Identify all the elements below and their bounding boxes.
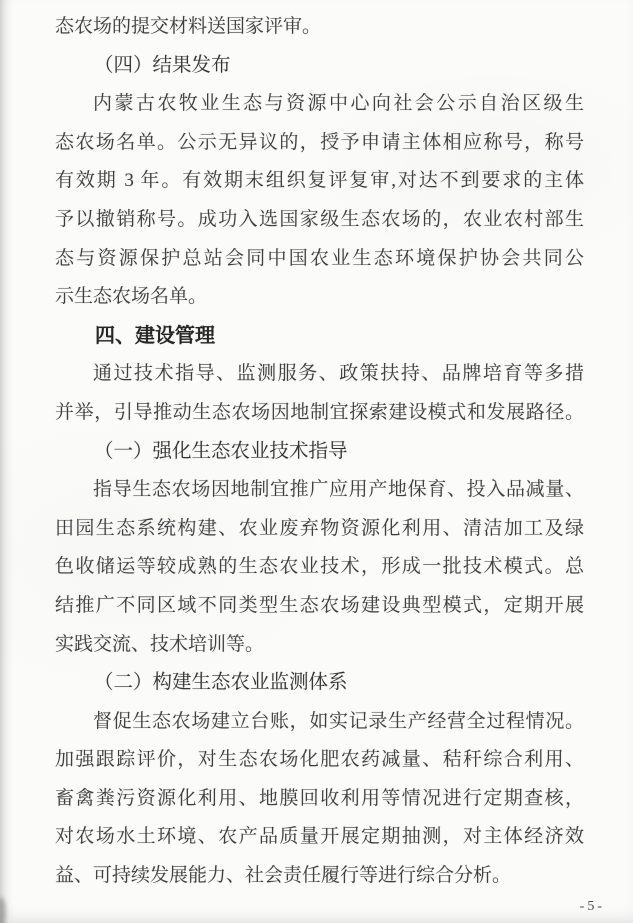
- text-line: 通过技术指导、监测服务、政策扶持、品牌培育等多措: [93, 363, 584, 385]
- scan-smudge: [0, 897, 6, 923]
- text-line: 态农场的提交材料送国家评审。: [55, 16, 322, 37]
- text-line: 实践交流、技术培训等。: [55, 633, 265, 655]
- text-line: 示生态农场名单。: [55, 286, 208, 308]
- text-line: （一）强化生态农业技术指导: [94, 440, 348, 462]
- document-body: [55, 8, 584, 896]
- text-line: 对农场水土环境、农产品质量开展定期抽测，对主体经济效: [55, 826, 584, 848]
- text-line: 结推广不同区域不同类型生态农场建设典型模式，定期开展: [55, 594, 584, 616]
- text-line: 态农场名单。公示无异议的，授予申请主体相应称号，称号: [55, 131, 584, 153]
- text-line: 有效期 3 年。有效期末组织复评复审,对达不到要求的主体: [55, 170, 584, 192]
- text-line: （二）构建生态农业监测体系: [94, 672, 348, 694]
- text-line: 益、可持续发展能力、社会责任履行等进行综合分析。: [55, 865, 512, 887]
- text-line: 加强跟踪评价，对生态农场化肥农药减量、秸秆综合利用、: [55, 749, 584, 771]
- text-line: 予以撤销称号。成功入选国家级生态农场的，农业农村部生: [55, 208, 584, 230]
- text-line: （四）结果发布: [94, 54, 231, 76]
- text-line: 内蒙古农牧业生态与资源中心向社会公示自治区级生: [93, 93, 584, 115]
- text-line: 色收储运等较成熟的生态农业技术，形成一批技术模式。总: [55, 556, 584, 578]
- text-line: 畜禽粪污资源化利用、地膜回收利用等情况进行定期查核，: [55, 787, 584, 809]
- text-line: 指导生态农场因地制宜推广应用产地保育、投入品减量、: [93, 479, 584, 501]
- text-line: 态与资源保护总站会同中国农业生态环境保护协会共同公: [55, 247, 584, 269]
- text-line: 四、建设管理: [95, 324, 215, 347]
- text-line: 田园生态系统构建、农业废弃物资源化利用、清洁加工及绿: [55, 517, 584, 539]
- text-line: 并举，引导推动生态农场因地制宜探索建设模式和发展路径。: [55, 401, 584, 423]
- page-number: -5-: [579, 899, 605, 914]
- text-line: 督促生态农场建立台账，如实记录生产经营全过程情况。: [93, 710, 584, 732]
